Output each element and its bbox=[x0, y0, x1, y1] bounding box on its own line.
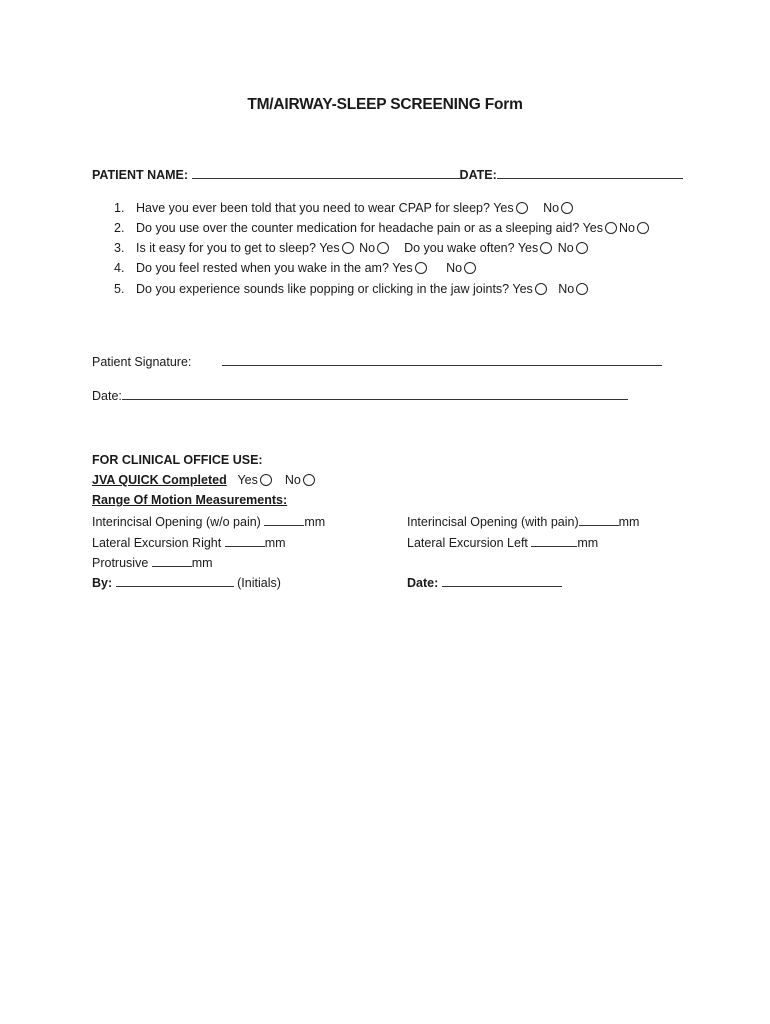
no-radio[interactable] bbox=[377, 242, 389, 254]
initials-label: (Initials) bbox=[237, 576, 281, 590]
lateral-left-row bbox=[407, 535, 598, 550]
question-text-secondary: Do you wake often? bbox=[404, 241, 515, 255]
form-title: TM/AIRWAY-SLEEP SCREENING Form bbox=[247, 96, 523, 113]
no-label: No bbox=[446, 261, 463, 275]
unit-label: mm bbox=[618, 515, 640, 529]
question-number: 2. bbox=[114, 221, 125, 235]
question-number: 5. bbox=[114, 282, 125, 296]
yes-label: Yes bbox=[493, 201, 514, 215]
yes-label: Yes bbox=[237, 473, 258, 487]
yes-radio[interactable] bbox=[342, 242, 354, 254]
opening-wo-pain-label: Interincisal Opening (w/o pain) bbox=[92, 515, 261, 529]
no-radio[interactable] bbox=[576, 242, 588, 254]
yes-radio[interactable] bbox=[605, 222, 617, 234]
rom-heading: Range Of Motion Measurements: bbox=[92, 493, 288, 507]
question-1 bbox=[114, 201, 575, 215]
lateral-right-row bbox=[92, 535, 286, 550]
lateral-left-label: Lateral Excursion Left bbox=[407, 536, 528, 550]
opening-with-pain-label: Interincisal Opening (with pain) bbox=[407, 515, 579, 529]
question-text: Do you experience sounds like popping or clicking in the jaw joints? bbox=[136, 282, 510, 296]
patient-name-field[interactable] bbox=[192, 167, 460, 179]
lateral-right-label: Lateral Excursion Right bbox=[92, 536, 222, 550]
header-date-label: DATE: bbox=[459, 168, 497, 182]
unit-label: mm bbox=[577, 536, 599, 550]
signature-field[interactable] bbox=[222, 354, 662, 366]
no-label: No bbox=[359, 241, 376, 255]
by-label: By: bbox=[92, 576, 113, 590]
signature-date-label: Date: bbox=[92, 389, 122, 403]
by-row bbox=[92, 575, 281, 590]
opening-wo-pain-row bbox=[92, 514, 325, 529]
protrusive-label: Protrusive bbox=[92, 556, 149, 570]
question-text: Is it easy for you to get to sleep? bbox=[136, 241, 316, 255]
no-label: No bbox=[619, 221, 635, 235]
no-radio[interactable] bbox=[637, 222, 649, 234]
question-text: Do you use over the counter medication for headache pain or as a sleeping aid? bbox=[136, 221, 580, 235]
signature-row bbox=[92, 354, 662, 369]
protrusive-row bbox=[92, 555, 213, 570]
question-text: Have you ever been told that you need to wear CPAP for sleep? bbox=[136, 201, 490, 215]
jva-no-radio[interactable] bbox=[303, 474, 315, 486]
jva-row bbox=[92, 473, 317, 487]
question-number: 4. bbox=[114, 261, 125, 275]
question-number: 3. bbox=[114, 241, 125, 255]
yes-label: Yes bbox=[582, 221, 603, 235]
question-5 bbox=[114, 282, 590, 296]
unit-label: mm bbox=[304, 515, 326, 529]
initials-field[interactable] bbox=[116, 575, 234, 587]
jva-yes-radio[interactable] bbox=[260, 474, 272, 486]
clinical-date-label: Date: bbox=[407, 576, 439, 590]
no-label: No bbox=[557, 241, 574, 255]
unit-label: mm bbox=[264, 536, 286, 550]
no-label: No bbox=[284, 473, 301, 487]
question-4 bbox=[114, 261, 478, 275]
jva-label: JVA QUICK Completed bbox=[92, 473, 227, 487]
no-label: No bbox=[543, 201, 560, 215]
question-3 bbox=[114, 241, 590, 255]
no-label: No bbox=[558, 282, 575, 296]
yes-label: Yes bbox=[517, 241, 539, 255]
question-2 bbox=[114, 221, 651, 235]
signature-label: Patient Signature: bbox=[92, 355, 192, 369]
yes-radio[interactable] bbox=[540, 242, 552, 254]
yes-label: Yes bbox=[512, 282, 533, 296]
opening-with-pain-field[interactable] bbox=[579, 514, 619, 526]
signature-date-row bbox=[92, 388, 628, 403]
patient-name-label: PATIENT NAME: bbox=[92, 168, 189, 182]
yes-radio[interactable] bbox=[516, 202, 528, 214]
patient-name-row bbox=[92, 167, 683, 182]
lateral-left-field[interactable] bbox=[531, 535, 577, 547]
lateral-right-field[interactable] bbox=[225, 535, 265, 547]
clinical-date-field[interactable] bbox=[442, 575, 562, 587]
no-radio[interactable] bbox=[464, 262, 476, 274]
yes-label: Yes bbox=[319, 241, 340, 255]
yes-radio[interactable] bbox=[535, 283, 547, 295]
yes-radio[interactable] bbox=[415, 262, 427, 274]
yes-label: Yes bbox=[392, 261, 413, 275]
opening-wo-pain-field[interactable] bbox=[264, 514, 304, 526]
signature-date-field[interactable] bbox=[122, 388, 628, 400]
no-radio[interactable] bbox=[561, 202, 573, 214]
unit-label: mm bbox=[191, 556, 213, 570]
clinical-date-row bbox=[407, 575, 562, 590]
question-text: Do you feel rested when you wake in the am? bbox=[136, 261, 389, 275]
no-radio[interactable] bbox=[576, 283, 588, 295]
clinical-heading: FOR CLINICAL OFFICE USE: bbox=[92, 453, 263, 467]
question-number: 1. bbox=[114, 201, 125, 215]
header-date-field[interactable] bbox=[497, 167, 683, 179]
protrusive-field[interactable] bbox=[152, 555, 192, 567]
opening-with-pain-row bbox=[407, 514, 639, 529]
